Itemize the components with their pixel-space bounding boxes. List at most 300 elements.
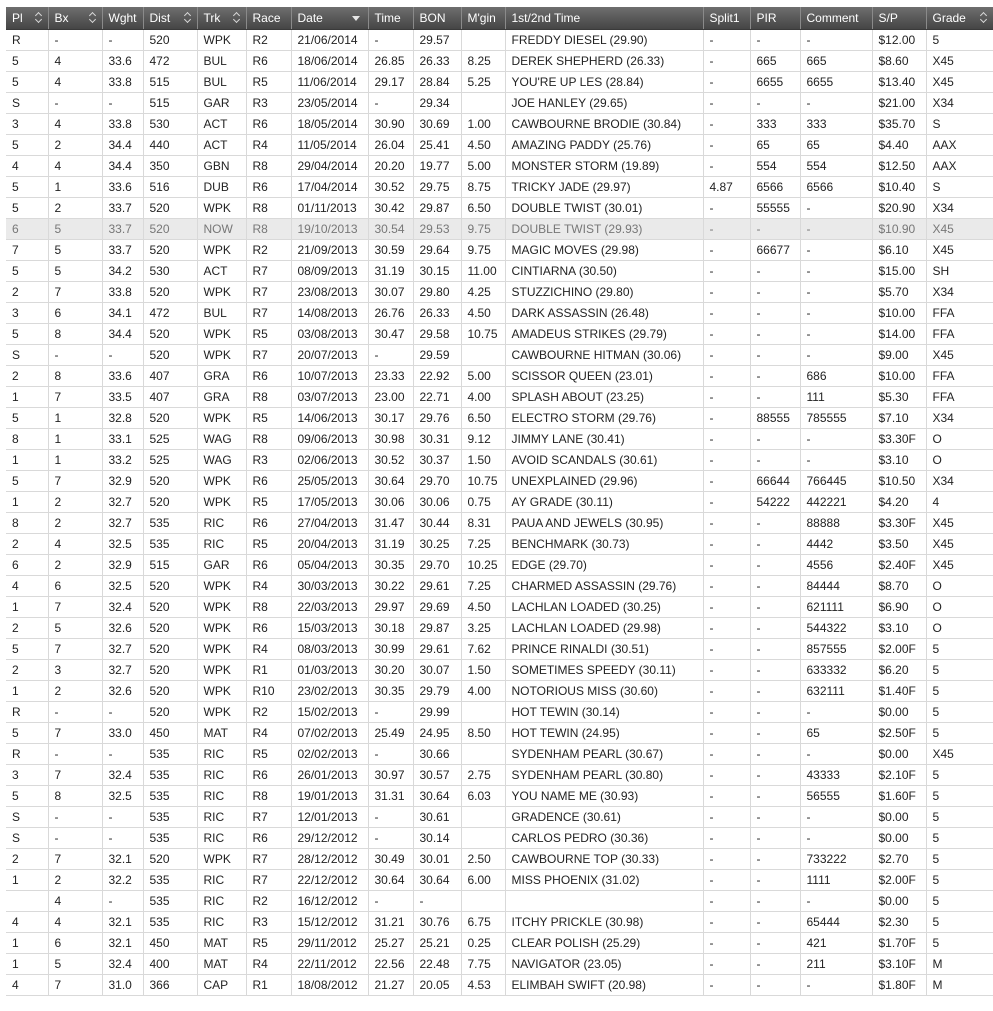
table-cell: 29.70 [413,471,461,492]
table-cell: ITCHY PRICKLE (30.98) [505,912,703,933]
table-cell: 27/04/2013 [291,513,368,534]
table-cell: ACT [197,135,246,156]
table-cell: 23/02/2013 [291,681,368,702]
table-cell: 7 [48,723,102,744]
table-cell: - [102,345,143,366]
table-cell: 32.1 [102,933,143,954]
table-row[interactable] [6,177,993,198]
sort-icon[interactable] [35,12,43,24]
column-header-date[interactable] [291,7,368,30]
table-cell: 10/07/2013 [291,366,368,387]
table-cell: NAVIGATOR (23.05) [505,954,703,975]
table-cell: 5 [926,30,993,51]
table-cell: 8.50 [461,723,505,744]
table-cell: - [750,849,800,870]
table-cell: 5 [6,639,48,660]
table-cell: - [800,198,872,219]
table-row[interactable] [6,660,993,681]
table-row[interactable] [6,555,993,576]
table-cell: 450 [143,933,197,954]
form-guide-table [6,7,993,996]
table-cell: - [48,345,102,366]
table-cell: - [750,786,800,807]
table-cell: 4442 [800,534,872,555]
column-header-race[interactable] [246,7,291,30]
table-row[interactable] [6,93,993,114]
table-cell: 5 [926,639,993,660]
table-cell: 30.20 [368,660,413,681]
table-cell: - [703,828,750,849]
table-cell: 29/12/2012 [291,828,368,849]
table-cell: 26.85 [368,51,413,72]
sort-icon[interactable] [89,12,97,24]
column-header-label: Dist [149,11,171,25]
table-cell: X34 [926,198,993,219]
column-header-s-p[interactable] [872,7,926,30]
table-cell: 4.00 [461,681,505,702]
table-cell: 30.64 [368,870,413,891]
table-cell: - [703,282,750,303]
table-cell: 11.00 [461,261,505,282]
column-header-comment[interactable] [800,7,872,30]
table-cell: 5 [6,72,48,93]
table-cell: 1 [48,408,102,429]
column-header-wght[interactable] [102,7,143,30]
table-cell: CAWBOURNE HITMAN (30.06) [505,345,703,366]
table-cell: 29.75 [413,177,461,198]
table-body [6,30,993,996]
table-cell: - [413,891,461,912]
table-cell: RIC [197,534,246,555]
table-row[interactable] [6,471,993,492]
table-cell: 29.69 [413,597,461,618]
table-cell: - [800,429,872,450]
column-header-m-gin[interactable] [461,7,505,30]
table-row[interactable] [6,30,993,51]
table-cell: 14/08/2013 [291,303,368,324]
table-cell: 2 [48,135,102,156]
table-row[interactable] [6,408,993,429]
table-row[interactable] [6,681,993,702]
table-cell: - [750,450,800,471]
table-cell: $20.90 [872,198,926,219]
table-cell: LACHLAN LOADED (29.98) [505,618,703,639]
table-cell: 6 [48,576,102,597]
table-cell: R4 [246,135,291,156]
table-cell: R10 [246,681,291,702]
table-cell: 2 [6,618,48,639]
table-cell: 5 [926,849,993,870]
table-row[interactable] [6,282,993,303]
table-cell: 1111 [800,870,872,891]
table-cell: 686 [800,366,872,387]
table-cell: $12.00 [872,30,926,51]
table-cell: 6655 [750,72,800,93]
table-row[interactable] [6,618,993,639]
table-cell: 7 [48,597,102,618]
table-cell: 34.2 [102,261,143,282]
table-row[interactable] [6,324,993,345]
table-cell: - [102,891,143,912]
table-cell: 33.7 [102,240,143,261]
table-cell: 5 [926,765,993,786]
table-cell: - [703,72,750,93]
table-cell: R8 [246,156,291,177]
table-cell: 21.27 [368,975,413,996]
table-cell: - [703,366,750,387]
table-cell: - [703,345,750,366]
table-cell: 30.52 [368,450,413,471]
table-cell: 30.64 [368,471,413,492]
table-cell: 20/04/2013 [291,534,368,555]
table-cell [6,891,48,912]
column-header-pl[interactable] [6,7,48,30]
table-cell: - [703,681,750,702]
table-cell: 30.07 [368,282,413,303]
column-header-grade[interactable] [926,7,993,30]
table-cell: - [750,891,800,912]
table-cell: $1.80F [872,975,926,996]
table-cell: WPK [197,660,246,681]
table-cell: 30.15 [413,261,461,282]
table-cell: 4 [48,114,102,135]
table-cell: 26/01/2013 [291,765,368,786]
table-cell: $3.10F [872,954,926,975]
table-cell: 31.0 [102,975,143,996]
table-row[interactable] [6,891,993,912]
table-row[interactable] [6,723,993,744]
table-cell: - [703,660,750,681]
table-cell: 30.17 [368,408,413,429]
table-cell: 29.53 [413,219,461,240]
table-cell: R [6,744,48,765]
table-row[interactable] [6,345,993,366]
table-cell: 23.00 [368,387,413,408]
table-cell: 6.50 [461,198,505,219]
table-cell: R6 [246,513,291,534]
table-cell: 19.77 [413,156,461,177]
table-cell: 31.21 [368,912,413,933]
table-cell: 520 [143,219,197,240]
sort-icon[interactable] [184,12,192,24]
table-cell: 08/03/2013 [291,639,368,660]
table-row[interactable] [6,954,993,975]
table-cell: WPK [197,30,246,51]
table-cell: 31.31 [368,786,413,807]
table-cell: 5 [6,177,48,198]
table-row[interactable] [6,387,993,408]
table-cell: 2.50 [461,849,505,870]
column-header-pir[interactable] [750,7,800,30]
table-cell: 520 [143,681,197,702]
table-cell: - [750,387,800,408]
table-cell: 20/07/2013 [291,345,368,366]
sort-desc-icon[interactable] [352,16,360,21]
table-cell: - [703,555,750,576]
table-cell: X45 [926,219,993,240]
table-cell: 520 [143,618,197,639]
table-cell: WPK [197,702,246,723]
table-cell: FFA [926,303,993,324]
table-cell: - [703,786,750,807]
table-cell: R6 [246,765,291,786]
table-cell: 29.64 [413,240,461,261]
table-cell: R6 [246,618,291,639]
table-cell: 5 [926,723,993,744]
table-cell: - [800,891,872,912]
table-row[interactable] [6,744,993,765]
table-cell: 17/05/2013 [291,492,368,513]
table-row[interactable] [6,975,993,996]
table-cell: X34 [926,282,993,303]
table-cell: 1 [6,933,48,954]
table-cell: R5 [246,744,291,765]
table-cell: RIC [197,765,246,786]
table-cell: 30.76 [413,912,461,933]
table-row[interactable] [6,849,993,870]
table-cell: X45 [926,534,993,555]
table-cell: $0.00 [872,891,926,912]
table-cell: WPK [197,408,246,429]
column-header-bon[interactable] [413,7,461,30]
table-cell: 7 [48,849,102,870]
table-cell: 472 [143,51,197,72]
table-cell: 515 [143,72,197,93]
table-cell: 1 [6,492,48,513]
column-header-split1[interactable] [703,7,750,30]
table-cell: 9.75 [461,240,505,261]
table-cell: - [703,891,750,912]
table-row[interactable] [6,765,993,786]
table-cell: 30.64 [413,870,461,891]
table-row[interactable] [6,576,993,597]
table-cell [461,807,505,828]
table-cell: R4 [246,954,291,975]
table-cell: 15/12/2012 [291,912,368,933]
table-cell: R6 [246,828,291,849]
table-cell: 6.50 [461,408,505,429]
table-cell: - [703,618,750,639]
table-cell: 26.33 [413,303,461,324]
table-cell: 554 [800,156,872,177]
table-cell: 407 [143,366,197,387]
table-cell: 2 [6,849,48,870]
table-cell: WPK [197,849,246,870]
table-row[interactable] [6,366,993,387]
table-cell: 5 [48,618,102,639]
table-row[interactable] [6,912,993,933]
table-cell: O [926,618,993,639]
table-row[interactable] [6,702,993,723]
table-row[interactable] [6,429,993,450]
table-cell: 333 [750,114,800,135]
table-cell: - [800,240,872,261]
table-cell: 30.06 [413,492,461,513]
table-cell: - [800,303,872,324]
table-row[interactable] [6,534,993,555]
table-cell: - [800,219,872,240]
sort-icon[interactable] [980,12,988,24]
table-cell: 32.8 [102,408,143,429]
table-cell: X45 [926,72,993,93]
table-cell: - [703,303,750,324]
table-cell: CINTIARNA (30.50) [505,261,703,282]
table-cell: 30.25 [413,534,461,555]
table-row[interactable] [6,303,993,324]
table-cell: $3.10 [872,450,926,471]
table-cell: - [703,471,750,492]
table-row[interactable] [6,639,993,660]
form-guide-table-wrap [6,7,993,996]
table-cell: 535 [143,807,197,828]
table-cell: - [750,282,800,303]
table-row[interactable] [6,786,993,807]
table-row[interactable] [6,114,993,135]
table-row[interactable] [6,261,993,282]
table-cell: NOW [197,219,246,240]
table-cell: 7 [48,639,102,660]
table-cell: STUZZICHINO (29.80) [505,282,703,303]
table-cell: - [703,513,750,534]
table-cell: 1 [6,870,48,891]
table-cell: - [750,828,800,849]
table-cell: 7 [48,471,102,492]
table-cell: - [368,891,413,912]
table-cell: 33.6 [102,177,143,198]
table-cell: MONSTER STORM (19.89) [505,156,703,177]
table-row[interactable] [6,240,993,261]
table-cell: - [703,30,750,51]
table-cell: RIC [197,786,246,807]
table-cell: 520 [143,282,197,303]
table-row[interactable] [6,51,993,72]
table-cell: 6 [6,555,48,576]
table-cell: - [800,828,872,849]
table-cell: - [102,702,143,723]
table-cell: 30.59 [368,240,413,261]
table-cell: 6 [48,933,102,954]
table-row[interactable] [6,198,993,219]
table-row[interactable] [6,156,993,177]
table-row[interactable] [6,933,993,954]
column-header-label: Race [252,11,281,25]
table-cell: 525 [143,450,197,471]
table-row[interactable] [6,72,993,93]
table-cell: $5.30 [872,387,926,408]
column-header-time[interactable] [368,7,413,30]
table-cell: 22/11/2012 [291,954,368,975]
table-cell: DARK ASSASSIN (26.48) [505,303,703,324]
table-cell: 4 [48,51,102,72]
table-cell: - [48,30,102,51]
table-cell: 34.4 [102,156,143,177]
table-cell: 1 [6,954,48,975]
table-cell: 34.4 [102,324,143,345]
column-header-bx[interactable] [48,7,102,30]
table-cell: R [6,30,48,51]
table-cell: - [750,975,800,996]
table-cell: $10.00 [872,303,926,324]
table-cell: BENCHMARK (30.73) [505,534,703,555]
table-cell: - [703,597,750,618]
table-cell: 30.98 [368,429,413,450]
table-row[interactable] [6,513,993,534]
column-header-1st-2nd-time[interactable] [505,7,703,30]
table-cell: - [750,933,800,954]
table-cell: 34.4 [102,135,143,156]
table-cell: 520 [143,324,197,345]
table-cell: R6 [246,114,291,135]
table-cell: 4 [48,912,102,933]
table-cell: 4 [6,912,48,933]
table-cell: 29.87 [413,618,461,639]
table-cell: - [800,30,872,51]
table-cell: 6566 [750,177,800,198]
table-cell: 23/08/2013 [291,282,368,303]
table-cell: 22.56 [368,954,413,975]
table-cell: ACT [197,114,246,135]
table-cell: R8 [246,198,291,219]
table-cell: $7.10 [872,408,926,429]
table-cell: - [48,744,102,765]
sort-icon[interactable] [233,12,241,24]
table-cell: MAGIC MOVES (29.98) [505,240,703,261]
table-row[interactable] [6,492,993,513]
column-header-trk[interactable] [197,7,246,30]
table-cell: 520 [143,639,197,660]
table-cell: 4 [6,156,48,177]
table-cell: 30.90 [368,114,413,135]
table-cell: X45 [926,51,993,72]
table-cell: 6.00 [461,870,505,891]
table-cell: 554 [750,156,800,177]
table-row[interactable] [6,828,993,849]
table-cell: 632111 [800,681,872,702]
table-cell: LACHLAN LOADED (30.25) [505,597,703,618]
table-row[interactable] [6,135,993,156]
table-row[interactable] [6,597,993,618]
table-row[interactable] [6,450,993,471]
table-cell: - [750,429,800,450]
table-cell: R7 [246,261,291,282]
column-header-label: Comment [806,11,859,25]
table-cell: 32.5 [102,576,143,597]
table-cell: 29.59 [413,345,461,366]
column-header-label: Wght [108,11,137,25]
table-row[interactable] [6,219,993,240]
table-cell [461,702,505,723]
table-cell: - [800,261,872,282]
table-row[interactable] [6,807,993,828]
table-row[interactable] [6,870,993,891]
table-cell: 66644 [750,471,800,492]
table-cell: 30.57 [413,765,461,786]
table-cell: - [750,744,800,765]
table-cell: 22.92 [413,366,461,387]
table-cell: 1 [6,681,48,702]
table-cell: 23.33 [368,366,413,387]
table-cell: 19/10/2013 [291,219,368,240]
table-cell: R6 [246,177,291,198]
table-cell: AAX [926,135,993,156]
column-header-dist[interactable] [143,7,197,30]
table-cell: 30.64 [413,786,461,807]
table-cell: 407 [143,387,197,408]
table-cell: 02/02/2013 [291,744,368,765]
table-cell: 03/07/2013 [291,387,368,408]
table-cell: 5 [926,786,993,807]
table-cell: 3 [6,303,48,324]
